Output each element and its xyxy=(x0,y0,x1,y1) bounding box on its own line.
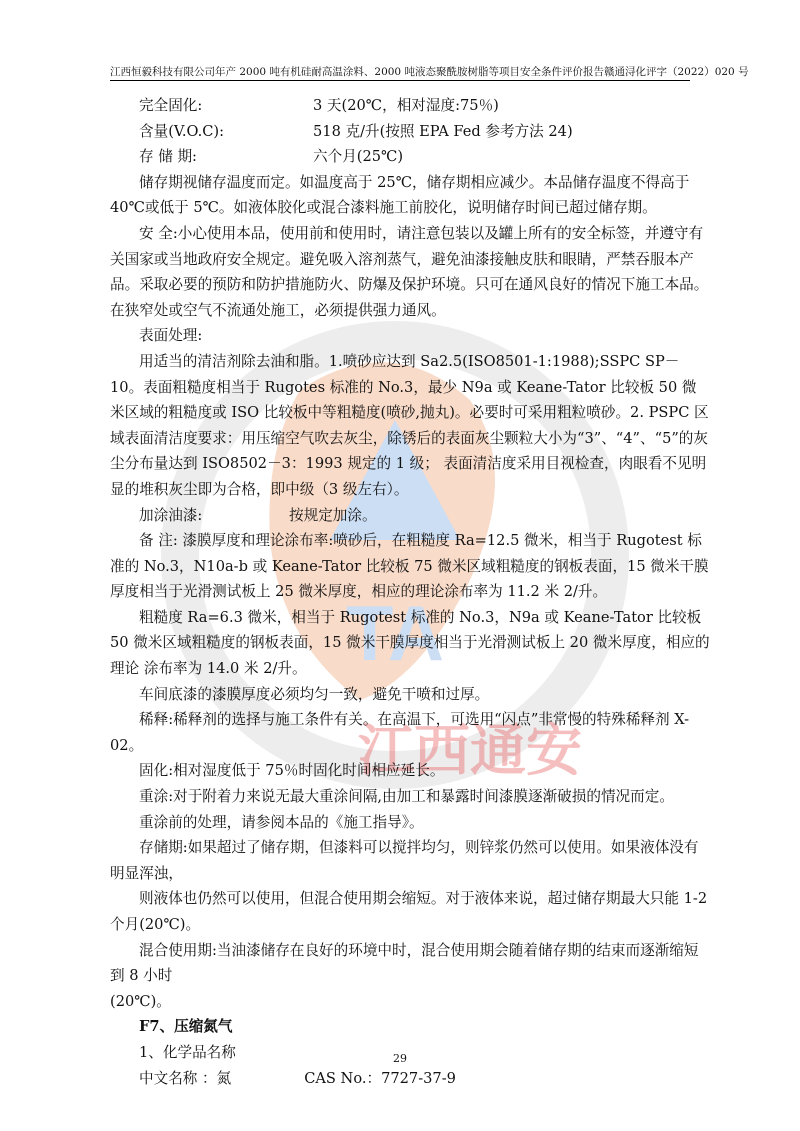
paragraph-shelf-1: 存储期:如果超过了储存期，但漆料可以搅拌均匀，则锌浆仍然可以使用。如果液体没有明显浑浊， xyxy=(110,839,699,882)
chemical-name-row xyxy=(110,1066,710,1092)
chinese-name: 中文名称 ：氮 xyxy=(139,1069,232,1087)
page-body xyxy=(110,93,710,1091)
svg-text:TA: TA xyxy=(345,589,445,677)
spec-row xyxy=(110,93,710,119)
paragraph-recoat: 重涂:对于附着力来说无最大重涂间隔,由加工和暴露时间漆膜逐渐破损的情况而定。 xyxy=(139,788,674,806)
cas-number: CAS No.：7727-37-9 xyxy=(304,1069,456,1087)
spec-value: 3 天(20℃，相对湿度:75％) xyxy=(313,97,499,114)
spec-value: 六个月(25℃) xyxy=(313,148,404,166)
section-subtitle: 1、化学品名称 xyxy=(139,1043,236,1061)
paragraph-safety: 安 全:小心使用本品，使用前和使用时，请注意包装以及罐上所有的安全标签，并遵守有关国家或当地政府安全规定。避免吸入溶剂蒸气，避免油漆接触皮肤和眼睛，严禁吞服本产品。采取必要的预防和防护措施防火、防爆及保护环境。只可在通风良好的情况下施工本品。在狭窄处或空气不流通处施工，必须提供强力通风。 xyxy=(110,224,709,319)
spec-label: 完全固化: xyxy=(139,97,203,114)
spec-row xyxy=(110,144,710,170)
overcoat-row xyxy=(110,503,710,529)
paragraph-potlife: 混合使用期:当油漆储存在良好的环境中时，混合使用期会随着储存期的结束而逐渐缩短到 8 小时 xyxy=(110,941,699,985)
overcoat-label: 加涂油漆: xyxy=(139,506,203,524)
paragraph-storage: 储存期视储存温度而定。如温度高于 25℃，储存期相应减少。本品储存温度不得高于 40℃或低于 5℃。如液体胶化或混合漆料施工前胶化，说明储存时间已超过储存期。 xyxy=(110,173,690,217)
surface-title: 表面处理: xyxy=(139,327,203,345)
header-report-number: 赣通浔化评字（2022）020 号 xyxy=(603,66,749,78)
spec-value: 518 克/升(按照 EPA Fed 参考方法 24) xyxy=(313,122,573,140)
paragraph-potlife-tail: (20℃)。 xyxy=(110,992,171,1010)
svg-text:江西通安: 江西通安 xyxy=(358,719,582,784)
spec-label: 存 储 期: xyxy=(139,148,197,166)
paragraph-roughness: 粗糙度 Ra=6.3 微米，相当于 Rugotest 标准的 No.3，N9a 或 Keane-Tator 比较板 50 微米区域粗糙度的钢板表面，15 微米干膜厚度相当于光滑测试板上 20 微米厚度，相应的理论 涂布率为 14.0 米 2/升。 xyxy=(110,608,710,678)
paragraph-thinner: 稀释:稀释剂的选择与施工条件有关。在高温下，可选用“闪点”非常慢的特殊稀释剂 X-02。 xyxy=(110,711,690,754)
section-title: F7、压缩氮气 xyxy=(139,1018,233,1036)
spec-row xyxy=(110,119,710,145)
paragraph-surface: 用适当的清洁剂除去油和脂。1.喷砂应达到 Sa2.5(ISO8501-1:1988);SSPC SP－10。表面粗糙度相当于 Rugotes 标准的 No.3，最少 N9a 或 Keane-Tator 比较板 50 微米区域的粗糙度或 ISO 比较板中等粗糙度(喷砂,抛丸)。必要时可采用粗粒喷砂。2. PSPC 区域表面清洁度要求：用压缩空气吹去灰尘，除锈后的表面灰尘颗粒大小为“3”、“4”、“5”的灰尘分布量达到 ISO8502－3：1993 规定的 1 级； 表面清洁度采用目视检查，肉眼看不见明显的堆积灰尘即为合格，即中级（3 级左右）。 xyxy=(110,352,709,498)
paragraph-shelf-2: 则液体也仍然可以使用，但混合使用期会缩短。对于液体来说，超过储存期最大只能 1-2 个月(20℃)。 xyxy=(110,890,708,933)
header-report-title: 江西恒毅科技有限公司年产 2000 吨有机硅耐高温涂料、2000 吨液态聚酰胺树脂等项目安全条件评价报告 xyxy=(110,66,604,78)
running-header xyxy=(110,64,749,79)
header-rule xyxy=(110,80,690,81)
paragraph-note: 备 注: 漆膜厚度和理论涂布率:喷砂后，在粗糙度 Ra=12.5 微米，相当于 Rugotest 标准的 No.3，N10a-b 或 Keane-Tator 比较板 75 微米区域粗糙度的钢板表面，15 微米干膜厚度相当于光滑测试板上 25 微米厚度，相应的理论涂布率为 11.2 米 2/升。 xyxy=(110,532,709,601)
paragraph-recoat-ref: 重涂前的处理，请参阅本品的《施工指导》。 xyxy=(139,813,424,831)
page-number: 29 xyxy=(393,1052,407,1065)
paragraph-curing: 固化:相对湿度低于 75％时固化时间相应延长。 xyxy=(139,762,445,780)
paragraph-primer: 车间底漆的漆膜厚度必须均匀一致，避免干喷和过厚。 xyxy=(139,685,490,703)
spec-label: 含量(V.O.C): xyxy=(139,122,225,140)
overcoat-value: 按规定加涂。 xyxy=(289,506,377,524)
